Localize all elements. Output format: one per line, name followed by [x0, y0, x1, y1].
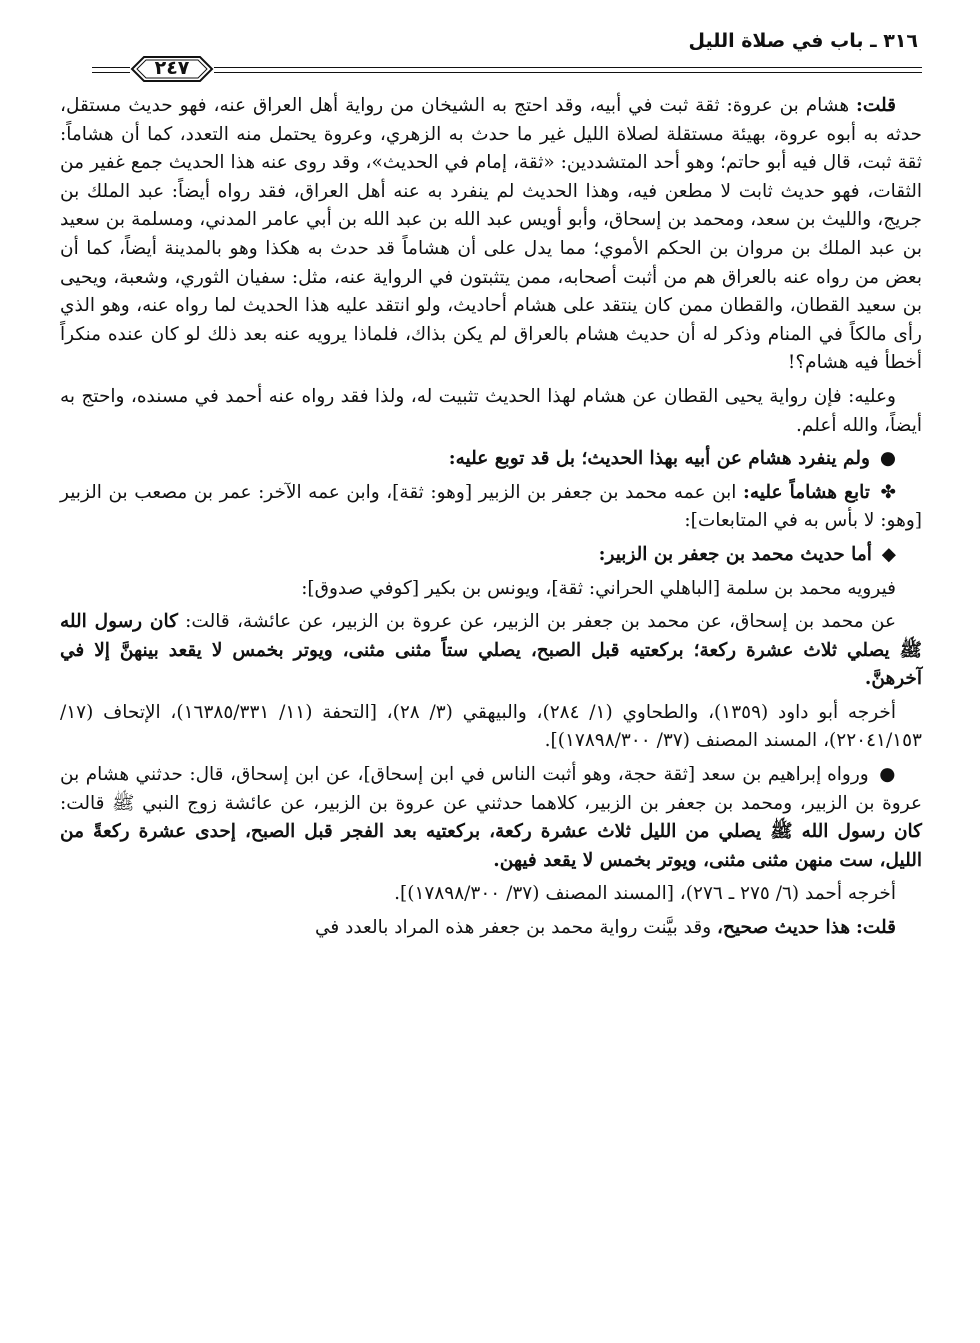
section-heading: [60, 541, 922, 570]
paragraph: [60, 479, 922, 536]
page-number: ٢٤٧: [154, 57, 190, 79]
bullet-heading: [60, 445, 922, 474]
header-rule: [214, 67, 922, 68]
diamond-icon: ◆: [881, 543, 896, 565]
label: قلت:: [856, 917, 896, 939]
hadith-quote: كان رسول الله ﷺ يصلي من الليل ثلاث عشرة ركعة، بركعتيه بعد الفجر قبل الصبح، إحدى عشرة ركعةً من الليل، ست منهن مثنى مثنى، ويوتر بخمس لا يقعد فيهن.: [60, 821, 922, 871]
paragraph-text: وقد بيَّنت رواية محمد بن جعفر هذه المراد بالعدد في: [314, 917, 712, 939]
heading-text: ولم ينفرد هشام عن أبيه بهذا الحديث؛ بل قد توبع عليه:: [448, 448, 870, 470]
citation: أخرجه أبو داود (١٣٥٩)، والطحاوي (١/ ٢٨٤)، والبيهقي (٣/ ٢٨)، [التحفة (١١/ ١٦٣٨٥/٣٣١)، الإتحاف (١٧/ ٢٢٠٤١/١٥٣)، المسند المصنف (٣٧/ ١٧٨٩٨/٣٠٠)].: [60, 701, 922, 752]
paragraph-text: ابن عمه محمد بن جعفر بن الزبير [وهو: ثقة]، وابن عمه الآخر: عمر بن مصعب بن الزبير [وهو: لا بأس به في المتابعات]:: [60, 481, 922, 532]
header-rule: [92, 67, 130, 68]
header-rule: [214, 72, 922, 73]
bullet-icon: ●: [879, 764, 896, 786]
chapter-title: ٣١٦ ـ باب في صلاة الليل: [688, 30, 918, 52]
paragraph: وعليه: فإن رواية يحيى القطان عن هشام لهذا الحديث تثبيت له، ولذا فقد رواه عنه أحمد في مسنده، واحتج به أيضاً، والله أعلم.: [60, 385, 922, 436]
flower-icon: ✤: [880, 481, 896, 503]
paragraph-text: ورواه إبراهيم بن سعد [ثقة حجة، وهو أثبت الناس في ابن إسحاق]، عن ابن إسحاق، قال: حدثني هشام بن عروة بن الزبير، ومحمد بن جعفر بن الزبير، كلاهما حدثني عن عروة بن الزبير، عن عائشة زوج النبي ﷺ قالت:: [60, 764, 922, 814]
paragraph-text: عن محمد بن إسحاق، عن محمد بن جعفر بن الزبير، عن عروة بن الزبير، عن عائشة، قالت:: [185, 611, 896, 633]
label: قلت:: [856, 95, 896, 116]
heading-text: أما حديث محمد بن جعفر بن الزبير:: [598, 543, 872, 565]
verdict: هذا حديث صحيح،: [717, 917, 851, 939]
hadith-quote: كان رسول الله ﷺ يصلي ثلاث عشرة ركعة؛ بركعتيه قبل الصبح، يصلي ستاً مثنى مثنى، ويوتر بخمس لا يقعد بينهنَّ إلا في آخرهنَّ.: [60, 611, 922, 690]
page-body: [60, 92, 922, 948]
label: تابع هشاماً عليه:: [743, 481, 870, 503]
paragraph: [60, 608, 922, 694]
page-number-cartouche: [128, 54, 216, 84]
paragraph-text: هشام بن عروة: ثقة ثبت في أبيه، وقد احتج به الشيخان من رواية أهل العراق عنه، فهو حديث مستقل، حدثه به أبوه عروة، بهيئة مستقلة لصلاة الليل غير ما حدث به الزهري، وعروة يحتمل منه التعدد، كما أن هشاماً: ثقة ثبت، قال فيه أبو حاتم؛ وهو أحد المتشددين: «ثقة، إمام في الحديث»، وقد روى عنه هذا الحديث جمع غفير من الثقات، فهو حديث ثابت لا مطعن فيه، وهذا الحديث لم ينفرد به عنه أهل العراق، فقد رواه أيضاً: عبد الملك بن جريج، والليث بن سعد، ومحمد بن إسحاق، وأبو أويس عبد الله بن عبد الله بن أبي عامر المدني، ومسلمة بن سعيد بن عبد الملك بن مروان بن الحكم الأموي؛ مما يدل على أن هشاماً قد حدث به هكذا وهو بالمدينة أيضاً، كما أن بعض من رواه عنه بالعراق هم من أثبت أصحابه، ممن يتثبتون في الرواية عنه، مثل: سفيان الثوري، وشعبة، ويحيى بن سعيد القطان، والقطان ممن كان ينتقد على هشام أحاديث، ولو انتقد عليه هذا الحديث لما رواه عنه، وهو الذي رأى مالكاً في المنام وذكر له أن حديث هشام بالعراق لم يكن بذاك، فلماذا يرويه عنه بعد ذلك لو كان عنده منكراً أخطأ فيه هشام؟!: [60, 95, 922, 374]
paragraph: [60, 914, 922, 943]
paragraph: [60, 761, 922, 875]
citation: أخرجه أحمد (٦/ ٢٧٥ ـ ٢٧٦)، [المسند المصنف (٣٧/ ١٧٨٩٨/٣٠٠)].: [394, 883, 896, 905]
paragraph: فيرويه محمد بن سلمة [الباهلي الحراني: ثقة]، ويونس بن بكير [كوفي صدوق]:: [301, 577, 896, 599]
paragraph: [60, 92, 922, 378]
header-rule: [92, 72, 130, 73]
bullet-icon: ●: [879, 448, 896, 470]
